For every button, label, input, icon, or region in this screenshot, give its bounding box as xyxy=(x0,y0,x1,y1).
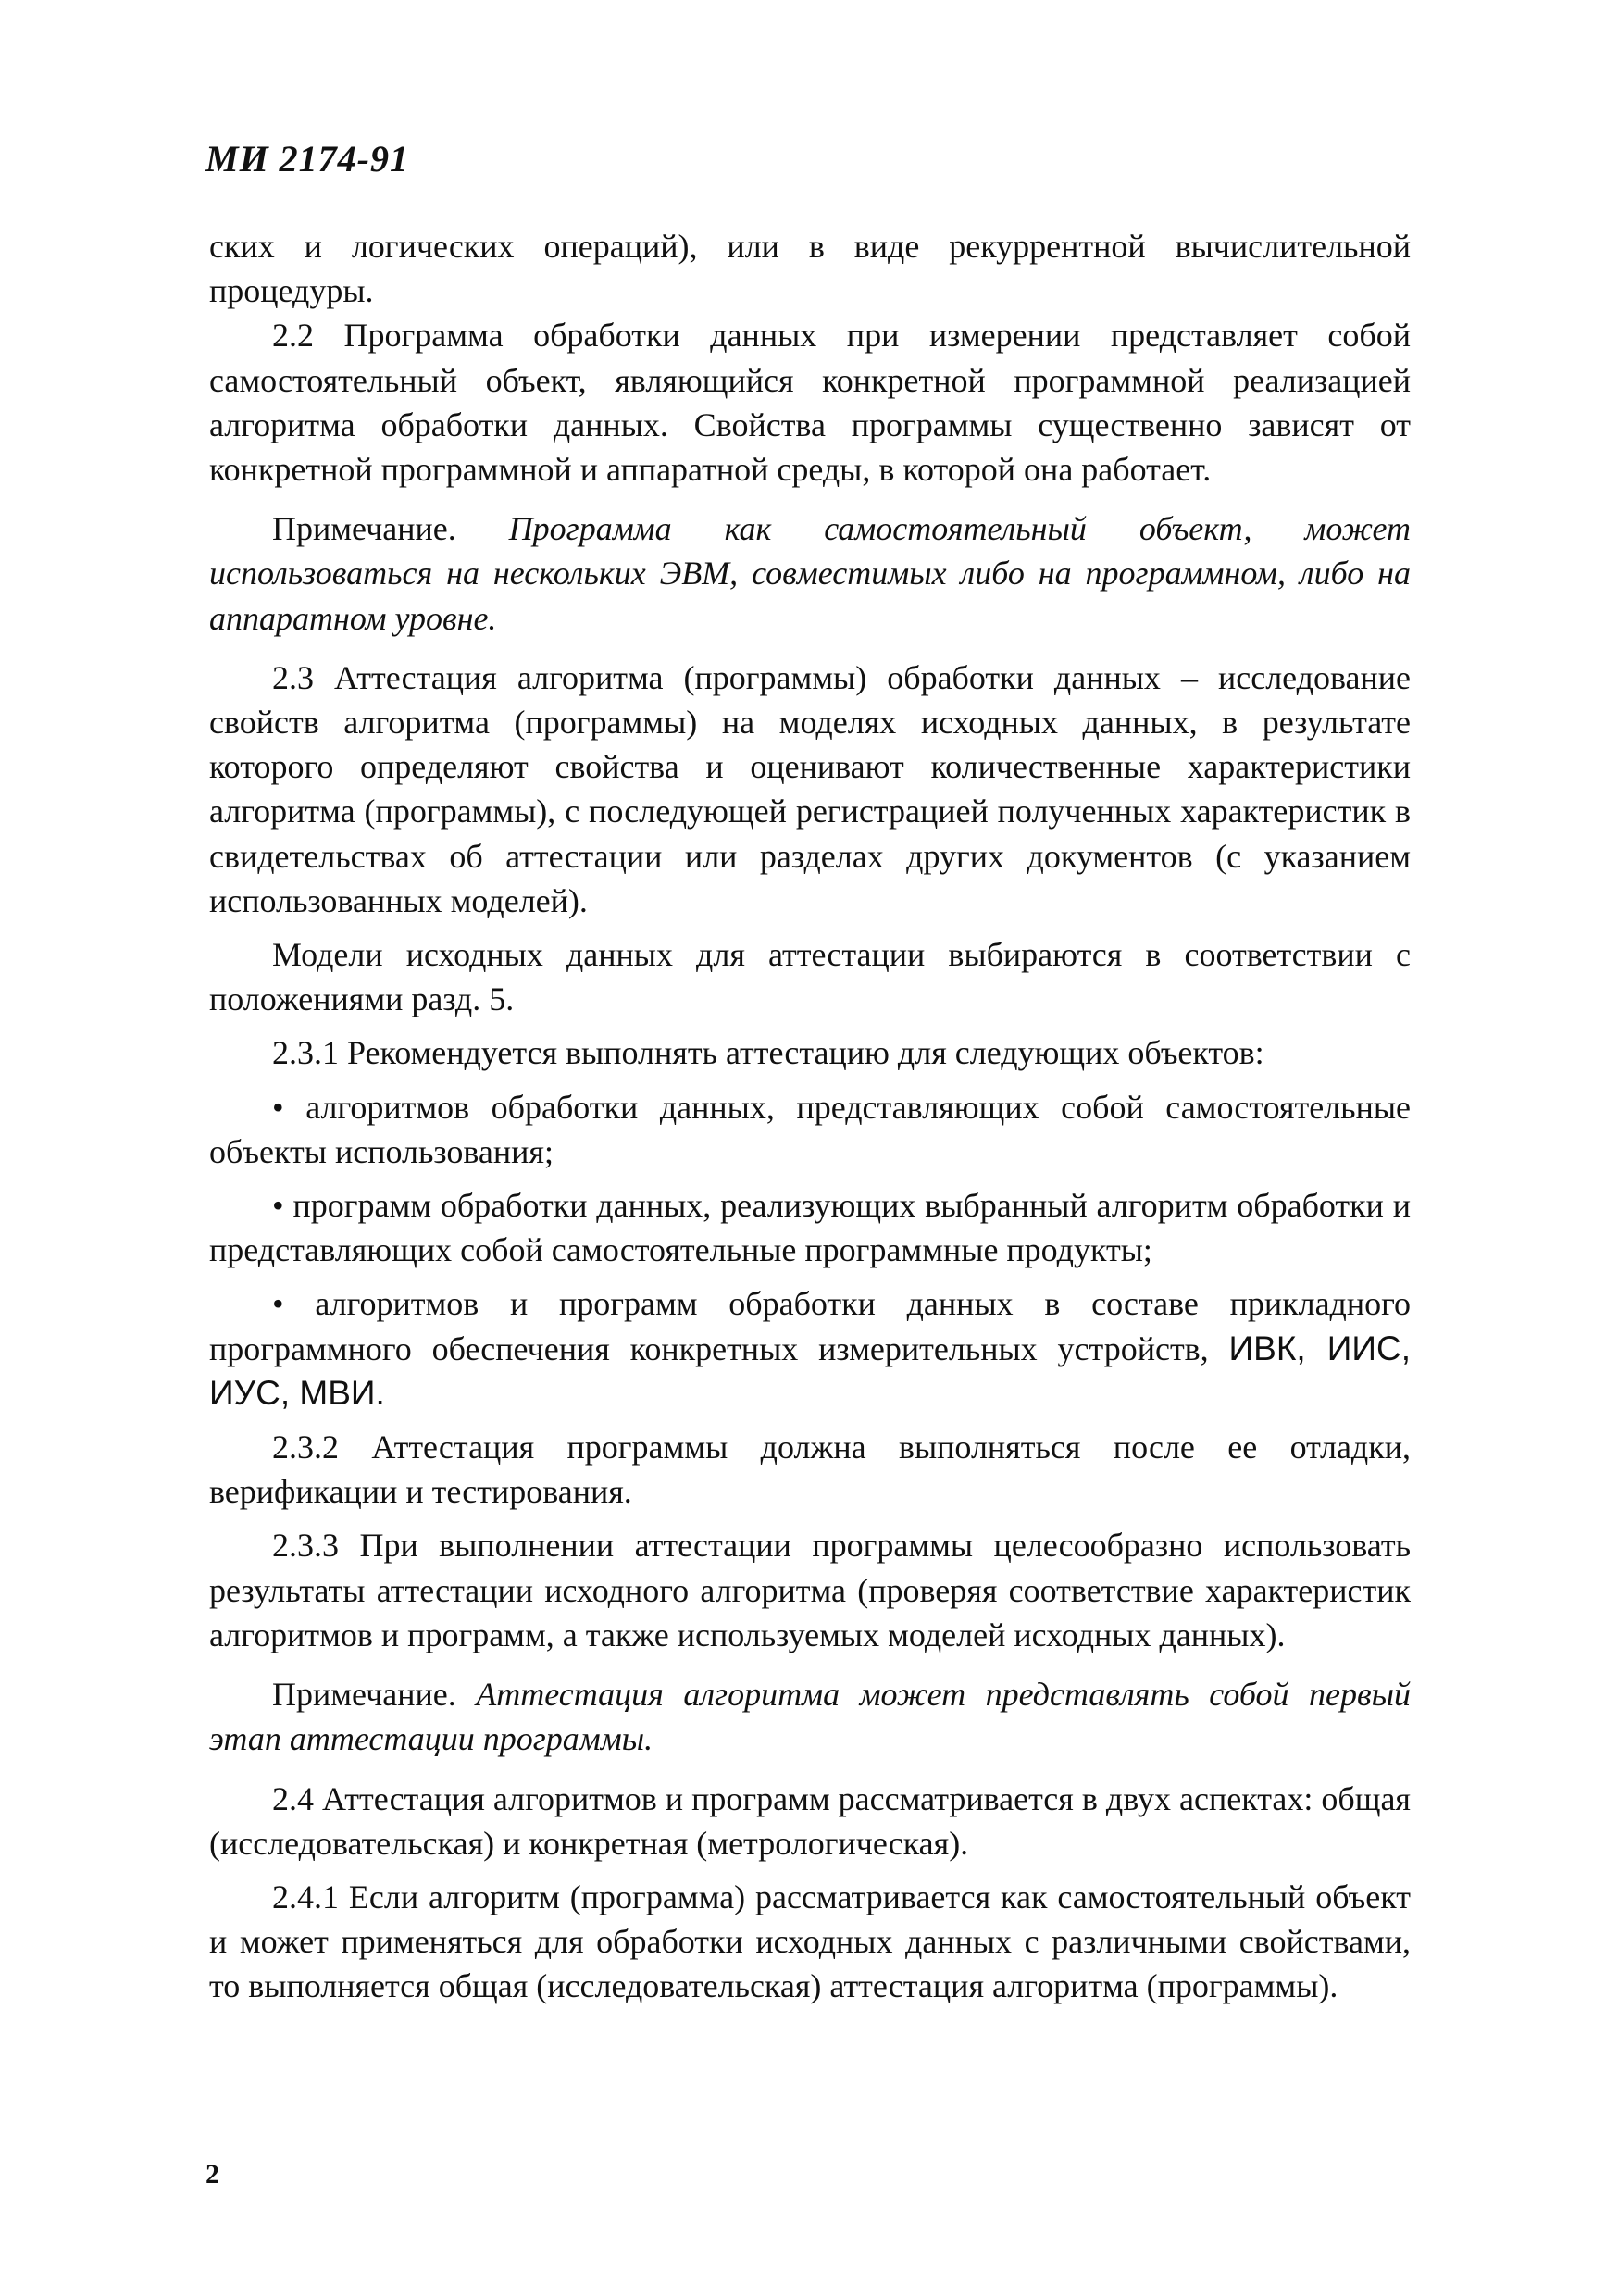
list-item-text: алгоритмов обработки данных, представляющих собой самостоятельные объекты использования; xyxy=(209,1088,1411,1170)
paragraph-2-3: 2.3 Аттестация алгоритма (программы) обработки данных – исследование свойств алгоритма (программы) на моделях исходных данных, в результате которого определяют свойства и оценивают количественные характеристики алгоритма (программы), с последующей регистрацией полученных характеристик в свидетельствах об аттестации или разделах других документов (с указанием использованных моделей). xyxy=(209,658,1411,919)
paragraph-2-3-3: 2.3.3 При выполнении аттестации программы целесообразно использовать результаты аттестации исходного алгоритма (проверяя соответствие характеристик алгоритмов и программ, а также используемых моделей исходных данных). xyxy=(209,1527,1411,1653)
list-item xyxy=(209,1183,1411,1272)
list-item xyxy=(209,1281,1411,1416)
note-1 xyxy=(209,506,1411,641)
document-code: МИ 2174-91 xyxy=(205,138,409,180)
note-2-text: Аттестация алгоритма может представлять собой первый этап аттестации программы. xyxy=(209,1676,1412,1758)
list-item-text: программ обработки данных, реализующих выбранный алгоритм обработки и представляющих собой самостоятельные программные продукты; xyxy=(209,1187,1411,1269)
note-1-label: Примечание. xyxy=(272,510,456,548)
paragraph-2-4: 2.4 Аттестация алгоритмов и программ рассматривается в двух аспектах: общая (исследовательская) и конкретная (метрологическая). xyxy=(209,1779,1411,1862)
paragraph-2-3-2: 2.3.2 Аттестация программы должна выполняться после ее отладки, верификации и тестирования. xyxy=(209,1429,1411,1511)
note-2 xyxy=(209,1672,1411,1761)
bullet-icon: • xyxy=(272,1285,284,1323)
bullet-icon: • xyxy=(272,1187,284,1225)
paragraph-continuation: ских и логических операций), или в виде рекуррентной вычислительной процедуры. xyxy=(209,228,1411,310)
paragraph-2-3-1: 2.3.1 Рекомендуется выполнять аттестацию для следующих объектов: xyxy=(272,1034,1264,1072)
list-item xyxy=(209,1085,1411,1174)
bullet-icon: • xyxy=(272,1088,284,1126)
page-body xyxy=(209,224,1411,2009)
paragraph-2-2: 2.2 Программа обработки данных при измерении представляет собой самостоятельный объект, являющийся конкретной программной реализацией алгоритма обработки данных. Свойства программы существенно зависят от конкретной программной и аппаратной среды, в которой она работает. xyxy=(209,317,1411,489)
list-item-text: алгоритмов и программ обработки данных в составе прикладного программного обеспечения конкретных измерительных устройств, xyxy=(209,1285,1411,1367)
page-number: 2 xyxy=(205,2159,219,2190)
paragraph-models: Модели исходных данных для аттестации выбираются в соответствии с положениями разд. 5. xyxy=(209,936,1411,1018)
list-item-abbreviations: ИВК, ИИС, ИУС, МВИ. xyxy=(209,1329,1411,1412)
note-1-text: Программа как самостоятельный объект, может использоваться на нескольких ЭВМ, совместимых либо на программном, либо на аппаратном уровне. xyxy=(209,510,1412,637)
paragraph-2-4-1: 2.4.1 Если алгоритм (программа) рассматривается как самостоятельный объект и может применяться для обработки исходных данных с различными свойствами, то выполняется общая (исследовательская) аттестация алгоритма (программы). xyxy=(209,1878,1411,2005)
note-2-label: Примечание. xyxy=(272,1676,456,1714)
